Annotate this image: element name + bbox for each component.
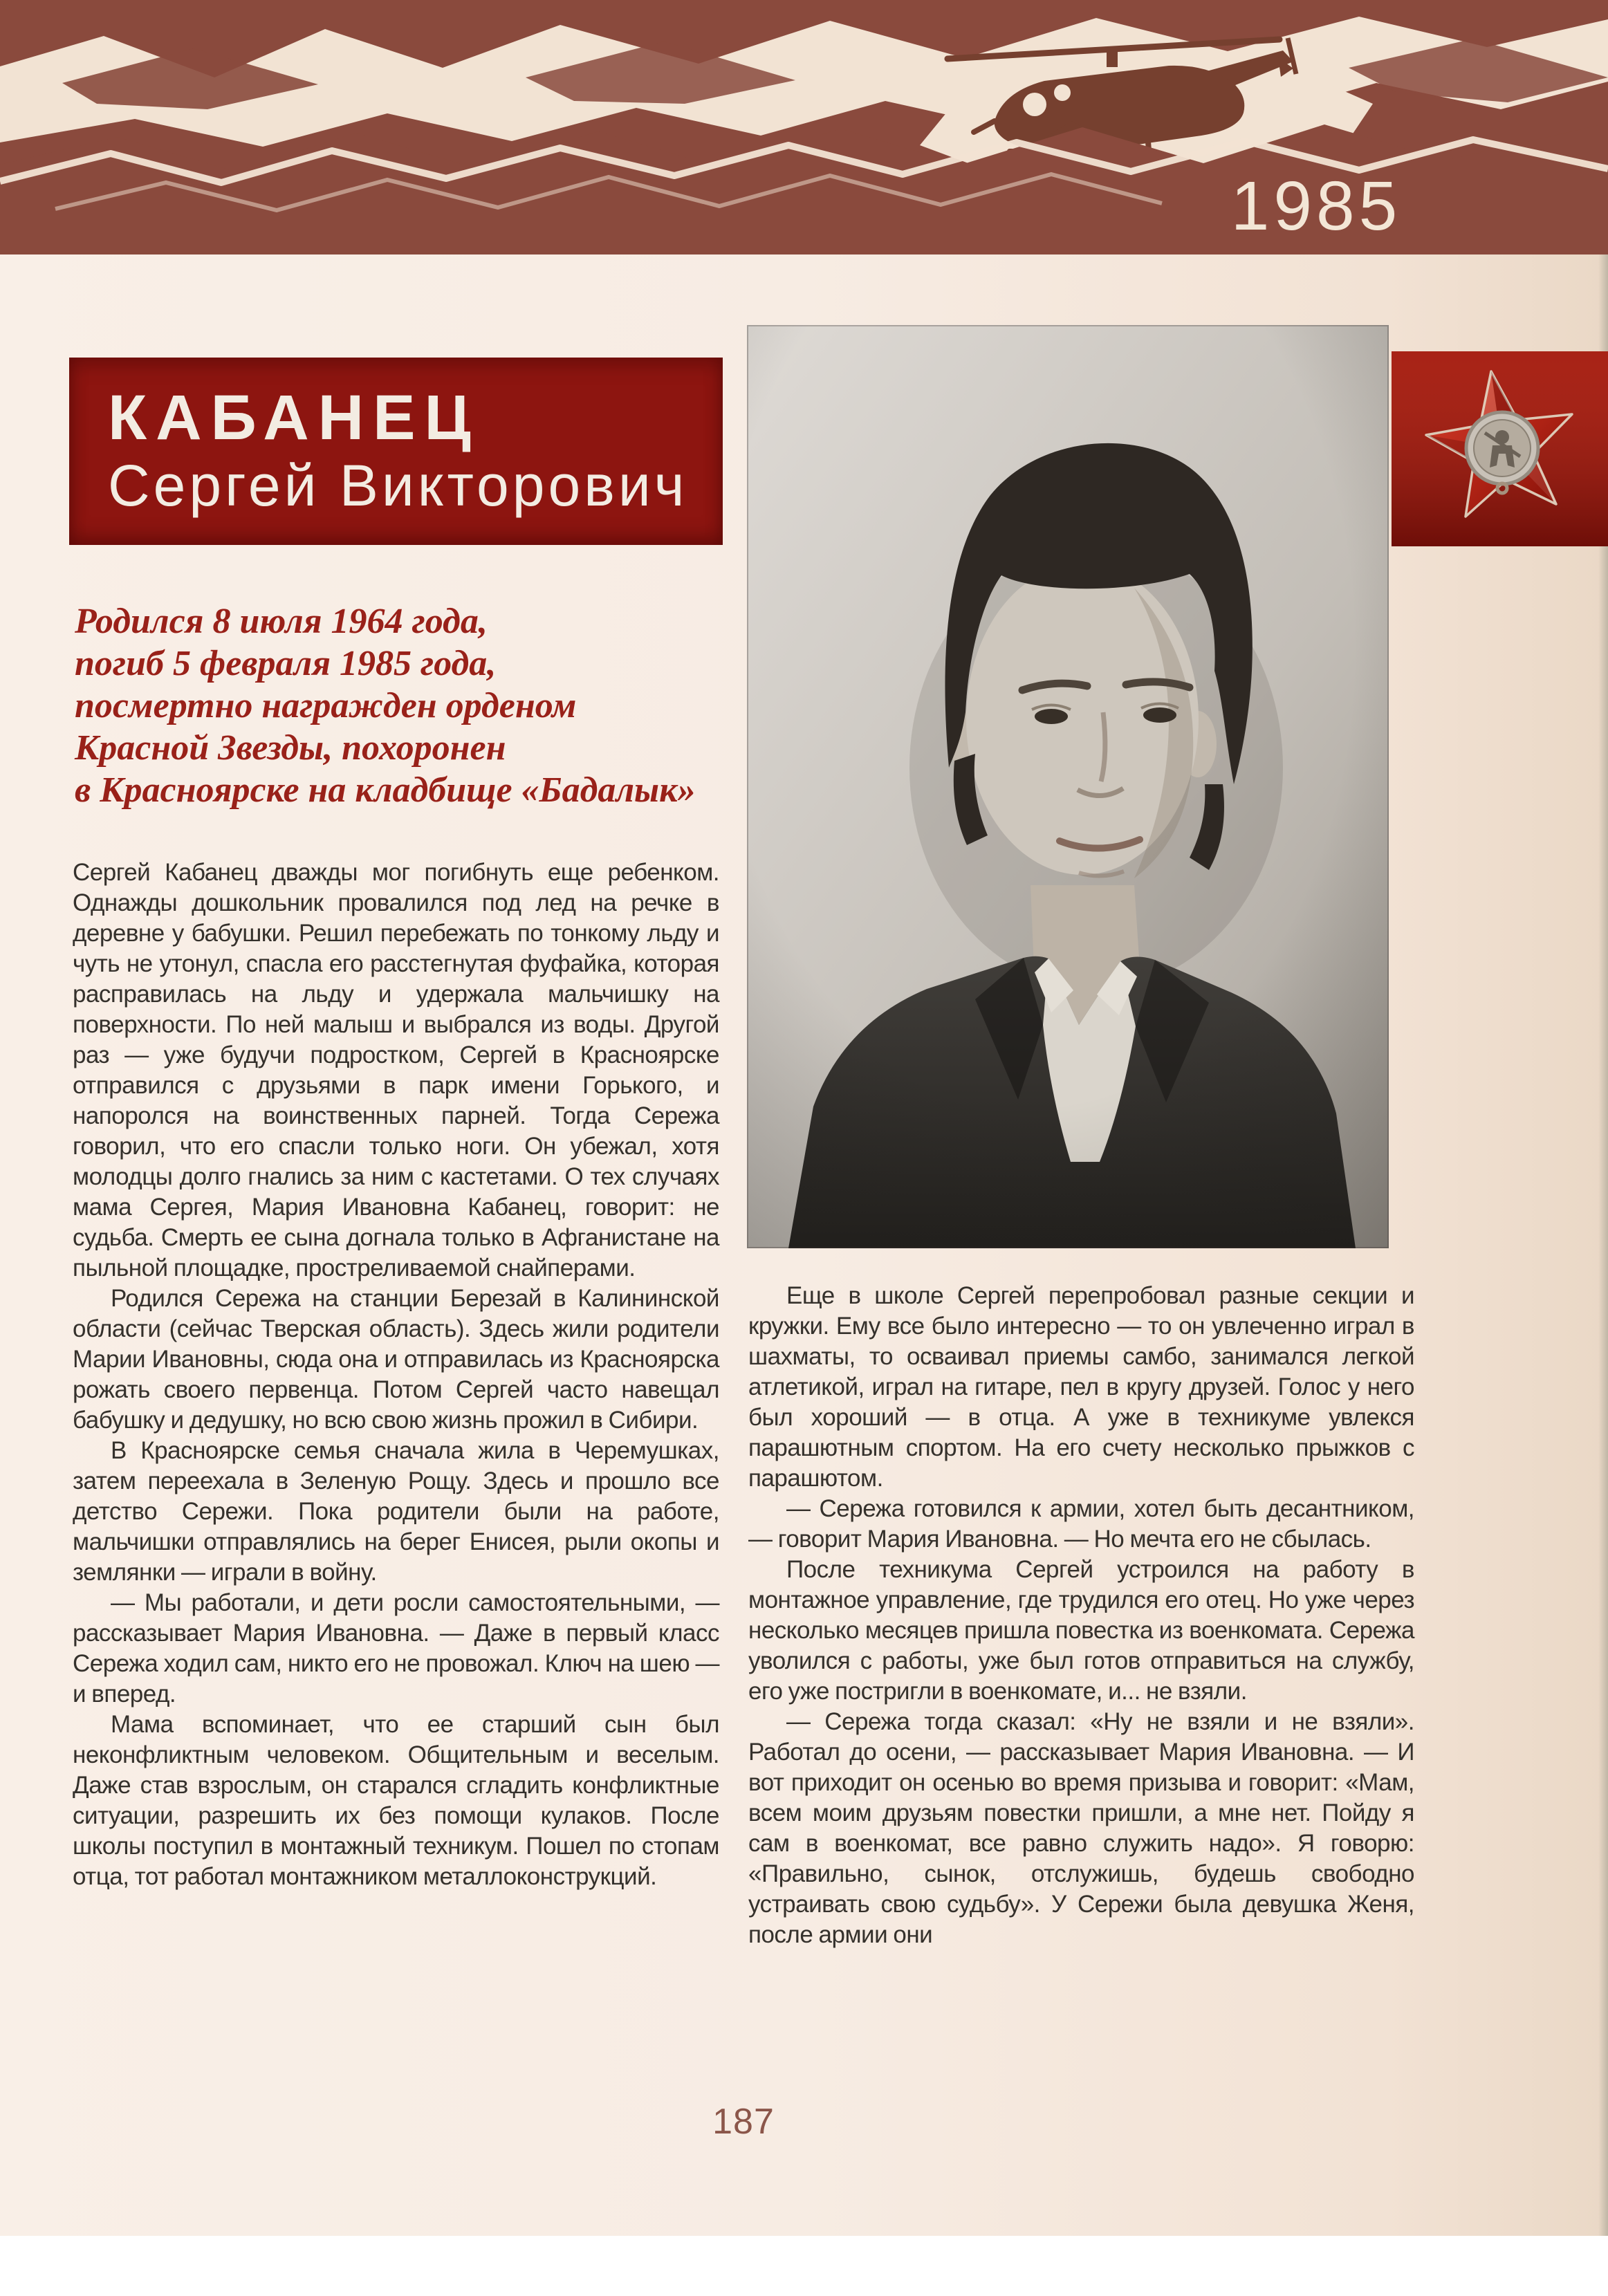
page-edge-shadow: [1598, 254, 1608, 2236]
year-label: 1985: [1230, 167, 1402, 245]
paragraph: В Красноярске семья сначала жила в Черемушках, затем переехала в Зеленую Рощу. Здесь и прошло все детство Сережи. Пока родители были на работе, мальчишки отправлялись на берег Енисея, рыли окопы и землянки — играли в войну.: [73, 1437, 719, 1586]
paragraph: — Сережа тогда сказал: «Ну не взяли и не взяли». Работал до осени, — рассказывает Мария Ивановна. — И вот приходит он осенью во время призыва и говорит: «Мам, всем моим друзьям повестки пришли, а мне нет. Пойду я сам в военкомат, все равно служить надо». Я говорю: «Правильно, сынок, отслужишь, будешь свободно устраивать свою судьбу». У Сережи была девушка Женя, после армии они: [748, 1708, 1414, 1948]
left-column: [73, 858, 719, 1892]
scan-margin-bottom: [0, 2236, 1608, 2296]
paragraph: После техникума Сергей устроился на работу в монтажное управление, где трудился его отец. Но уже через несколько месяцев пришла повестка из военкомата. Сережа уволился с работы, уже был готов отправиться на службу, его уже постригли в военкомате, и... не взяли.: [748, 1556, 1414, 1705]
surname-line: КАБАНЕЦ: [108, 382, 480, 453]
paragraph: Сергей Кабанец дважды мог погибнуть еще ребенком. Однажды дошкольник провалился под лед на речке в деревне у бабушки. Решил перебежать по тонкому льду и чуть не утонул, спасла его расстегнутая фуфайка, которая расправилась на льду и удержала мальчишку на поверхности. По ней малыш и выбрался из воды. Другой раз — уже будучи подростком, Сергей в Красноярске отправился с друзьями в парк имени Горького, и напоролся на воинственных парней. Тогда Сережа говорил, что его спасли только ноги. Он убежал, хотя молодцы долго гнались за ним с кастетами. О тех случаях мама Сергея, Мария Ивановна Кабанец, говорит: не судьба. Смерть ее сына догнала только в Афганистане на пыльной площадке, простреливаемой снайперами.: [73, 859, 719, 1281]
name-patronymic-line: Сергей Викторович: [108, 452, 688, 518]
mountains-illustration: [0, 0, 1608, 254]
paragraph: Мама вспоминает, что ее старший сын был неконфликтным человеком. Общительным и веселым. Даже став взрослым, он старался сгладить конфликтные ситуации, разрешить их без помощи кулаков. После школы поступил в монтажный техникум. Пошел по стопам отца, тот работал монтажником металлоконструкций.: [73, 1711, 719, 1890]
dedication-line: Красной Звезды, похоронен: [75, 728, 506, 768]
paragraph: — Мы работали, и дети росли самостоятельными, — рассказывает Мария Ивановна. — Даже в первый класс Сережа ходил сам, никто его не провожал. Ключ на шею — и вперед.: [73, 1589, 719, 1707]
right-column: [748, 1281, 1414, 1950]
dedication-line: в Красноярске на кладбище «Бадалык»: [75, 770, 696, 810]
dedication-line: погиб 5 февраля 1985 года,: [75, 644, 497, 683]
order-of-red-star-icon: [1392, 351, 1608, 546]
medal-band: [1392, 351, 1608, 546]
header-illustration: [0, 0, 1608, 254]
page-number: 187: [712, 2102, 775, 2142]
dedication-line: посмертно награжден орденом: [75, 686, 577, 725]
dedication-line: Родился 8 июля 1964 года,: [75, 602, 488, 641]
paragraph: — Сережа готовился к армии, хотел быть десантником, — говорит Мария Ивановна. — Но мечта его не сбылась.: [748, 1495, 1414, 1553]
portrait-photo: [747, 325, 1389, 1248]
dedication-text: [75, 600, 742, 811]
name-banner: [69, 358, 723, 545]
paragraph: Еще в школе Сергей перепробовал разные секции и кружки. Ему все было интересно — то он увлеченно играл в шахматы, то осваивал приемы самбо, занимался легкой атлетикой, играл на гитаре, пел в кругу друзей. Голос у него был хороший — в отца. А уже в техникуме увлекся парашютным спортом. На его счету несколько прыжков с парашютом.: [748, 1282, 1414, 1492]
paragraph: Родился Сережа на станции Березай в Калининской области (сейчас Тверская область). Здесь жили родители Марии Ивановны, сюда она и отправилась из Красноярска рожать своего первенца. Потом Сергей часто навещал бабушку и дедушку, но всю свою жизнь прожил в Сибири.: [73, 1285, 719, 1434]
